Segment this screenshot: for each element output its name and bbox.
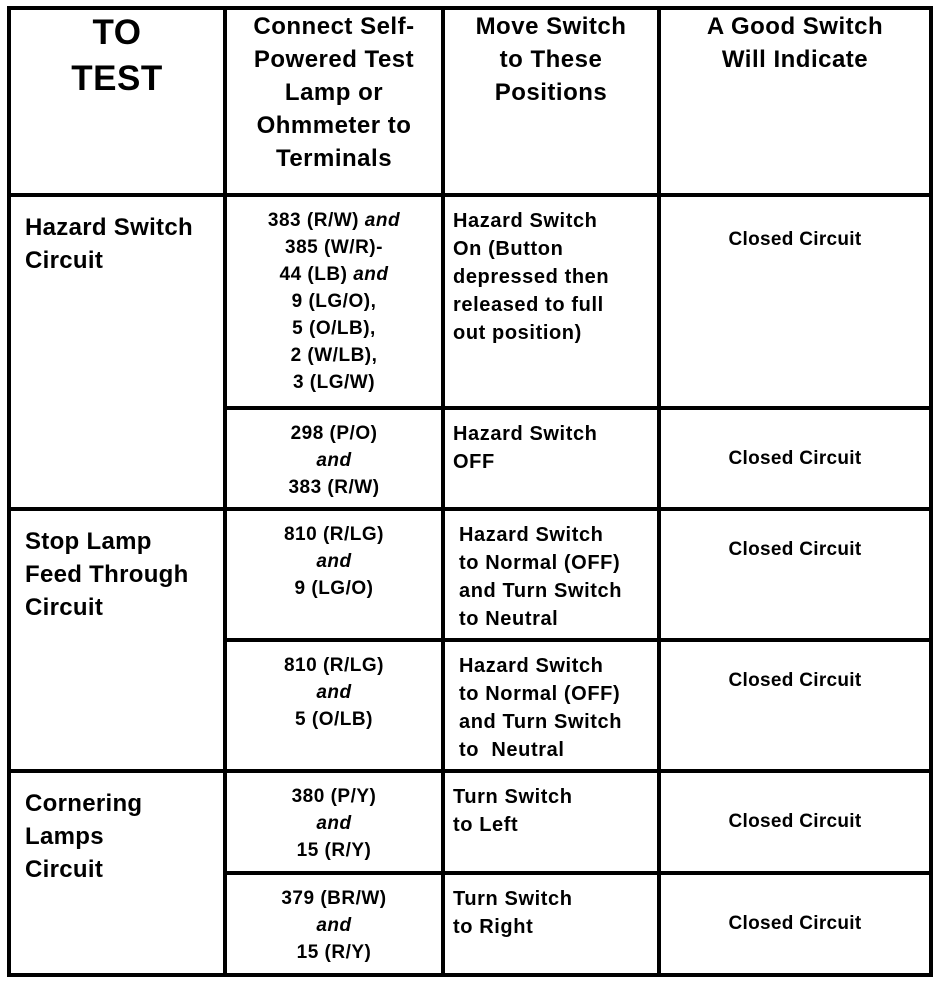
position-line: On (Button — [453, 238, 564, 260]
terminal-line: 2 (W/LB), — [290, 345, 378, 366]
terminals-cell — [225, 408, 443, 509]
header-positions-line: to These — [499, 46, 603, 73]
position-line: to Normal (OFF) — [459, 683, 621, 705]
position-line: depressed then — [453, 266, 610, 288]
section-name-line: Cornering — [25, 790, 143, 817]
result-cell — [659, 195, 931, 408]
header-terminals-line: Lamp or — [284, 79, 384, 106]
header-terminals — [225, 8, 443, 195]
section-name-line: Circuit — [25, 856, 104, 883]
section-name-line: Lamps — [25, 823, 104, 850]
terminal-line: 9 (LG/O) — [294, 578, 374, 599]
position-line: OFF — [453, 451, 495, 473]
section-cornering-lamps — [9, 771, 225, 975]
section-name-line: Feed Through — [25, 561, 189, 588]
header-positions — [443, 8, 659, 195]
terminal-line: 15 (R/Y) — [296, 840, 372, 861]
position-line: out position) — [453, 322, 582, 344]
positions-cell — [443, 640, 659, 771]
result-cell — [659, 408, 931, 509]
position-line: and Turn Switch — [459, 711, 623, 733]
table-row — [9, 771, 931, 873]
header-to-test-line: TO — [92, 13, 142, 52]
section-name-line: Circuit — [25, 247, 104, 274]
positions-cell — [443, 509, 659, 640]
header-row — [9, 8, 931, 195]
header-to-test — [9, 8, 225, 195]
result-cell — [659, 509, 931, 640]
terminal-line: 383 (R/W) — [288, 477, 380, 498]
result-cell — [659, 873, 931, 975]
header-terminals-line: Powered Test — [253, 46, 415, 73]
position-line: to Neutral — [459, 608, 559, 630]
terminal-line: 5 (O/LB) — [295, 709, 373, 730]
positions-cell — [443, 408, 659, 509]
terminals-cell — [225, 509, 443, 640]
table-row — [9, 195, 931, 408]
terminal-line: 810 (R/LG) — [283, 524, 385, 545]
terminals-cell — [225, 873, 443, 975]
header-indicate-line: A Good Switch — [706, 13, 884, 40]
header-indicate-line: Will Indicate — [721, 46, 869, 73]
position-line: Hazard Switch — [453, 423, 598, 445]
terminal-line: and — [316, 551, 352, 572]
header-to-test-line: TEST — [71, 59, 163, 98]
terminal-line: and — [316, 682, 352, 703]
section-name-line: Hazard Switch — [25, 214, 193, 241]
and-word: and — [364, 210, 401, 231]
terminal-line: 9 (LG/O), — [291, 291, 377, 312]
terminal-line: 383 (R/W) and — [267, 210, 401, 231]
result-text: Closed Circuit — [728, 811, 862, 832]
header-terminals-line: Terminals — [275, 145, 393, 172]
position-line: Hazard Switch — [459, 524, 604, 546]
terminals-cell — [225, 771, 443, 873]
terminals-cell — [225, 640, 443, 771]
header-positions-line: Positions — [494, 79, 608, 106]
switch-test-table — [7, 6, 933, 977]
position-line: to Neutral — [459, 739, 565, 761]
terminals-cell — [225, 195, 443, 408]
result-text: Closed Circuit — [728, 229, 862, 250]
position-line: Turn Switch — [453, 786, 573, 808]
terminal-line: 379 (BR/W) — [281, 888, 387, 909]
position-line: and Turn Switch — [459, 580, 623, 602]
and-word: and — [353, 264, 389, 285]
positions-cell — [443, 195, 659, 408]
position-line: released to full — [453, 294, 604, 316]
positions-cell — [443, 771, 659, 873]
result-cell — [659, 771, 931, 873]
terminal-line: 3 (LG/W) — [292, 372, 376, 393]
result-cell — [659, 640, 931, 771]
result-text: Closed Circuit — [728, 913, 862, 934]
terminal-line: 298 (P/O) — [290, 423, 378, 444]
section-stop-lamp — [9, 509, 225, 771]
position-line: Hazard Switch — [453, 210, 598, 232]
position-line: Hazard Switch — [459, 655, 604, 677]
section-hazard-switch — [9, 195, 225, 509]
terminal-line: 5 (O/LB), — [292, 318, 376, 339]
section-name-line: Stop Lamp — [25, 528, 152, 555]
terminal-line: and — [316, 450, 352, 471]
table-row — [9, 509, 931, 640]
position-line: to Normal (OFF) — [459, 552, 621, 574]
terminal-line: 44 (LB) and — [279, 264, 389, 285]
result-text: Closed Circuit — [728, 539, 862, 560]
header-positions-line: Move Switch — [475, 13, 627, 40]
positions-cell — [443, 873, 659, 975]
terminal-line: 385 (W/R)- — [285, 237, 383, 258]
terminal-line: and — [316, 813, 352, 834]
position-line: to Right — [453, 916, 534, 938]
terminal-line: 15 (R/Y) — [296, 942, 372, 963]
section-name-line: Circuit — [25, 594, 104, 621]
header-terminals-line: Connect Self- — [253, 13, 415, 40]
header-indicate — [659, 8, 931, 195]
position-line: to Left — [453, 814, 519, 836]
terminal-line: and — [316, 915, 352, 936]
result-text: Closed Circuit — [728, 447, 862, 469]
terminal-line: 380 (P/Y) — [291, 786, 377, 807]
header-terminals-line: Ohmmeter to — [256, 112, 412, 139]
position-line: Turn Switch — [453, 888, 573, 910]
result-text: Closed Circuit — [728, 670, 862, 691]
terminal-line: 810 (R/LG) — [283, 655, 385, 676]
